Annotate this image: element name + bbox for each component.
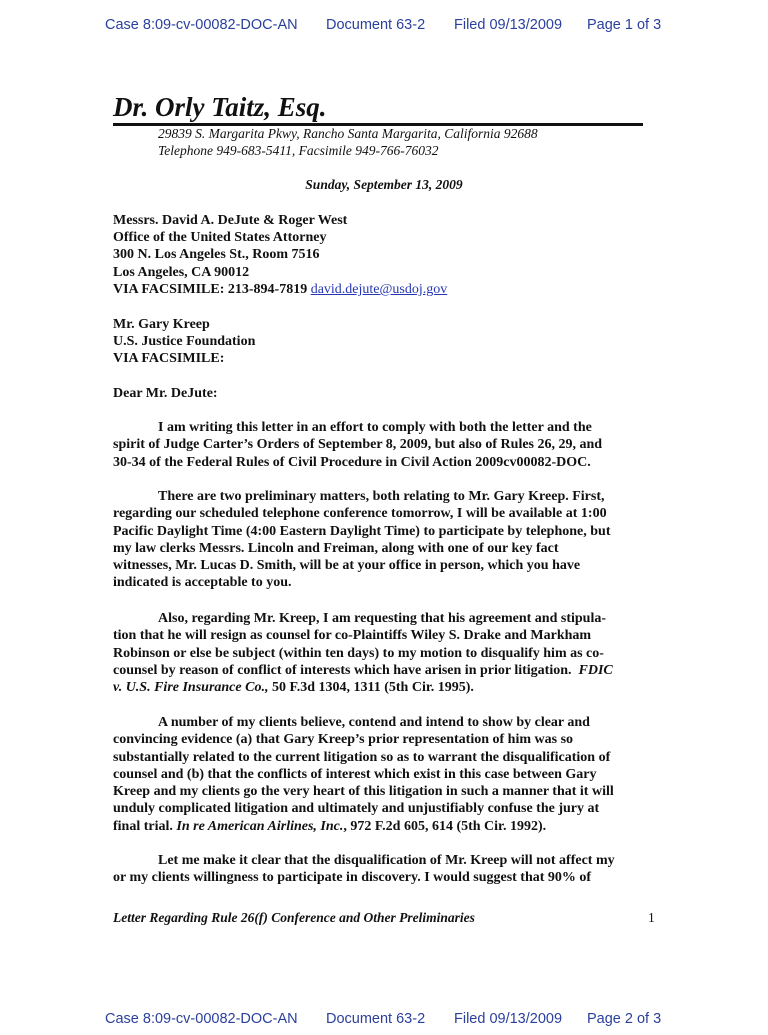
text-line: unduly complicated litigation and ultimately and unjustifiably confuse the jury at (113, 801, 600, 817)
recipient-city: Los Angeles, CA 90012 (113, 265, 250, 280)
paragraph-5 (113, 852, 653, 887)
case-citation: FDIC (578, 662, 613, 678)
email-link[interactable]: david.dejute@usdoj.gov (310, 282, 448, 297)
recipient-fax-line (113, 281, 447, 298)
text-line: or my clients willingness to participate in discovery. I would suggest that 90% of (113, 870, 592, 886)
case-number: Case 8:09-cv-00082-DOC-AN (105, 1011, 298, 1027)
letterhead-contact: Telephone 949-683-5411, Facsimile 949-766-76032 (158, 143, 439, 158)
page-indicator: Page 2 of 3 (587, 1011, 662, 1027)
text-segment: counsel by reason of conflict of interests which have arisen in prior litigation. (113, 662, 572, 678)
paragraph-4 (113, 714, 653, 835)
recipient2-name: Mr. Gary Kreep (113, 317, 210, 332)
letter-date: Sunday, September 13, 2009 (305, 177, 463, 192)
text-line: Also, regarding Mr. Kreep, I am requesting that his agreement and stipula- (158, 611, 607, 626)
text-segment: 50 F.3d 1304, 1311 (5th Cir. 1995). (268, 680, 474, 696)
text-line: counsel and (b) that the conflicts of interest which exist in this case between Gary (113, 766, 597, 782)
filed-date: Filed 09/13/2009 (454, 17, 563, 33)
text-line: witnesses, Mr. Lucas D. Smith, will be at your office in person, which you have (113, 558, 581, 574)
text-line: Let me make it clear that the disqualification of Mr. Kreep will not affect my (158, 853, 615, 868)
case-citation: v. U.S. Fire Insurance Co., (113, 680, 269, 696)
text-line: Kreep and my clients go the very heart of this litigation in such a manner that it will (113, 784, 614, 800)
letterhead-address: 29839 S. Margarita Pkwy, Rancho Santa Margarita, California 92688 (158, 126, 538, 141)
text-line: Pacific Daylight Time (4:00 Eastern Daylight Time) to participate by telephone, but (113, 523, 611, 539)
page-footer-number: 1 (648, 910, 655, 925)
text-line: A number of my clients believe, contend and intend to show by clear and (158, 715, 590, 730)
paragraph-1 (113, 419, 653, 471)
text-segment: final trial. (113, 818, 177, 834)
text-line: 30-34 of the Federal Rules of Civil Procedure in Civil Action 2009cv00082-DOC. (113, 454, 591, 470)
paragraph-3 (113, 610, 653, 696)
case-number: Case 8:09-cv-00082-DOC-AN (105, 17, 298, 33)
recipient2-fax: VIA FACSIMILE: (113, 351, 225, 366)
filed-date: Filed 09/13/2009 (454, 1011, 563, 1027)
text-line: I am writing this letter in an effort to comply with both the letter and the (158, 420, 592, 435)
document-number: Document 63-2 (326, 1011, 426, 1027)
text-line: my law clerks Messrs. Lincoln and Freiman, along with one of our key fact (113, 540, 559, 556)
salutation: Dear Mr. DeJute: (113, 386, 218, 401)
text-line: substantially related to the current litigation so as to warrant the disqualification of (113, 749, 611, 765)
text-line: indicated is acceptable to you. (113, 575, 292, 591)
recipient-name: Messrs. David A. DeJute & Roger West (113, 213, 348, 228)
text-line: tion that he will resign as counsel for co-Plaintiffs Wiley S. Drake and Markham (113, 628, 592, 644)
text-line: spirit of Judge Carter’s Orders of September 8, 2009, but also of Rules 26, 29, and (113, 437, 603, 453)
filing-header-top (0, 17, 768, 41)
recipient2-org: U.S. Justice Foundation (113, 334, 256, 349)
text-line: convincing evidence (a) that Gary Kreep’s prior representation of him was so (113, 732, 574, 748)
page-footer-title: Letter Regarding Rule 26(f) Conference and Other Preliminaries (113, 910, 475, 925)
document-number: Document 63-2 (326, 17, 426, 33)
letterhead-name: Dr. Orly Taitz, Esq. (113, 92, 643, 126)
recipient-office: Office of the United States Attorney (113, 230, 327, 245)
text-line: Robinson or else be subject (within ten days) to my motion to disqualify him as co- (113, 645, 604, 661)
case-citation: In re American Airlines, Inc. (176, 818, 344, 834)
text-segment: , 972 F.2d 605, 614 (5th Cir. 1992). (343, 818, 547, 834)
text-line (113, 662, 653, 679)
filing-header-next-page (0, 1011, 768, 1035)
page-indicator: Page 1 of 3 (587, 17, 662, 33)
fax-label: VIA FACSIMILE: 213-894-7819 (113, 282, 311, 297)
recipient-street: 300 N. Los Angeles St., Room 7516 (113, 247, 320, 262)
text-line (113, 818, 653, 835)
paragraph-2 (113, 488, 653, 592)
text-line (113, 679, 653, 696)
text-line: There are two preliminary matters, both relating to Mr. Gary Kreep. First, (158, 489, 605, 504)
text-line: regarding our scheduled telephone conference tomorrow, I will be available at 1:00 (113, 506, 607, 522)
